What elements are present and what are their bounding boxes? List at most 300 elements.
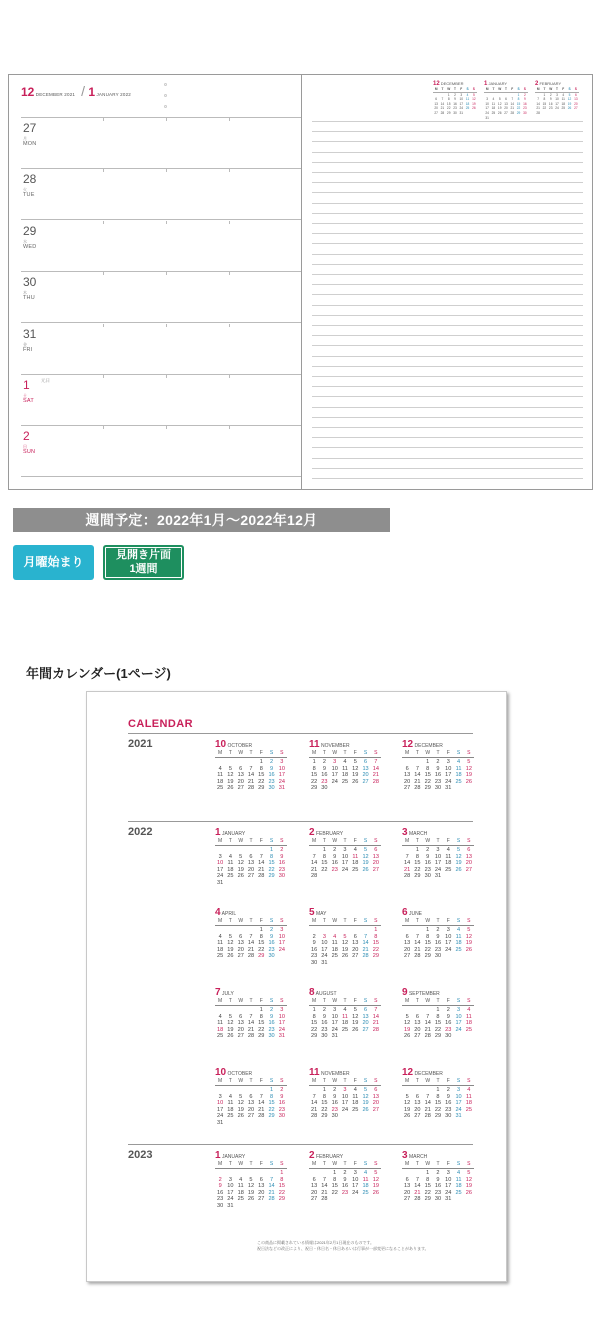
calendar-day: 31 bbox=[445, 1196, 452, 1203]
calendar-day: 15 bbox=[424, 772, 431, 779]
day-kanji: 水 bbox=[23, 238, 27, 244]
calendar-day: 30 bbox=[278, 873, 285, 880]
calendar-day: 18 bbox=[227, 866, 234, 873]
calendar-day: 21 bbox=[247, 1026, 255, 1033]
weekday-header: T bbox=[436, 1078, 440, 1084]
calendar-day: 24 bbox=[341, 866, 349, 873]
calendar-day: 1 bbox=[259, 927, 263, 933]
calendar-day: 28 bbox=[258, 873, 265, 880]
calendar-day: 16 bbox=[321, 1020, 328, 1027]
calendar-day: 19 bbox=[465, 772, 472, 779]
calendar-day: 20 bbox=[372, 860, 379, 867]
calendar-day: 25 bbox=[445, 866, 452, 873]
empty-cell bbox=[225, 927, 235, 934]
calendar-day: 19 bbox=[465, 1183, 472, 1190]
calendar-day: 3 bbox=[343, 847, 347, 853]
calendar-day: 18 bbox=[341, 772, 349, 779]
empty-cell bbox=[319, 1170, 329, 1177]
calendar-day: 2 bbox=[436, 1170, 440, 1176]
empty-cell bbox=[236, 1007, 246, 1014]
mini-day: 15 bbox=[446, 101, 451, 106]
calendar-day: 28 bbox=[372, 1026, 379, 1033]
mini-day: 22 bbox=[516, 106, 521, 111]
mini-day: 21 bbox=[536, 106, 540, 111]
mini-day: 21 bbox=[510, 106, 515, 111]
calendar-day: 27 bbox=[237, 953, 244, 960]
month-calendar bbox=[402, 908, 474, 960]
month-name: FEBRUARY bbox=[314, 1154, 344, 1160]
calendar-day: 31 bbox=[455, 1113, 462, 1120]
calendar-day: 10 bbox=[352, 1176, 359, 1183]
month-title bbox=[402, 828, 474, 838]
weekday-header: T bbox=[228, 1161, 232, 1167]
month-calendar bbox=[309, 1151, 381, 1203]
calendar-day: 5 bbox=[343, 933, 347, 940]
weekday-header: S bbox=[374, 1078, 378, 1084]
calendar-day: 7 bbox=[312, 1093, 316, 1100]
calendar-day: 7 bbox=[364, 933, 368, 940]
calendar-day: 5 bbox=[457, 847, 461, 853]
weekday-header: T bbox=[322, 1078, 326, 1084]
calendar-day: 10 bbox=[434, 853, 442, 860]
mini-day: 10 bbox=[555, 97, 559, 102]
calendar-day: 28 bbox=[404, 873, 411, 880]
month-days-grid bbox=[402, 1170, 474, 1203]
calendar-day: 1 bbox=[270, 847, 274, 853]
weekday-header: S bbox=[269, 1078, 274, 1084]
month-days-grid bbox=[402, 1007, 474, 1040]
calendar-day: 22 bbox=[311, 778, 318, 785]
month-number: 6 bbox=[402, 907, 408, 918]
calendar-day: 13 bbox=[237, 940, 244, 947]
month-days-grid bbox=[215, 847, 287, 887]
mini-day: 19 bbox=[472, 101, 476, 106]
calendar-day: 17 bbox=[445, 772, 452, 779]
calendar-day: 1 bbox=[280, 1170, 284, 1176]
weekday-header: T bbox=[415, 750, 419, 756]
calendar-day: 22 bbox=[278, 1189, 285, 1196]
month-name: AUGUST bbox=[314, 991, 337, 997]
calendar-day: 14 bbox=[414, 1183, 421, 1190]
calendar-day: 17 bbox=[352, 1183, 359, 1190]
calendar-day: 10 bbox=[331, 1013, 338, 1020]
month-name: OCTOBER bbox=[226, 1071, 253, 1077]
weekday-header: M bbox=[312, 1161, 317, 1167]
weekday-header: T bbox=[343, 998, 347, 1004]
calendar-day: 19 bbox=[362, 1100, 369, 1107]
calendar-day: 17 bbox=[321, 946, 328, 953]
time-tick bbox=[229, 118, 230, 121]
start-monday-badge: 月曜始まり bbox=[13, 545, 94, 580]
calendar-day: 31 bbox=[278, 785, 285, 792]
calendar-day: 18 bbox=[331, 946, 338, 953]
calendar-day: 6 bbox=[353, 933, 357, 940]
calendar-day: 24 bbox=[227, 1196, 234, 1203]
mini-day: 9 bbox=[549, 97, 552, 102]
calendar-day: 21 bbox=[258, 866, 265, 873]
calendar-day: 9 bbox=[270, 933, 274, 940]
weekday-header: F bbox=[446, 1078, 450, 1084]
calendar-day: 4 bbox=[333, 933, 337, 940]
calendar-day: 15 bbox=[414, 860, 421, 867]
calendar-day: 26 bbox=[247, 1196, 255, 1203]
day-number: 2 bbox=[23, 429, 30, 444]
calendar-day: 19 bbox=[237, 866, 244, 873]
weekday-header: S bbox=[467, 998, 471, 1004]
mini-weekday: S bbox=[568, 87, 571, 91]
calendar-day: 3 bbox=[280, 1007, 284, 1013]
weekday-header-row bbox=[402, 1078, 474, 1086]
mini-day: 20 bbox=[574, 101, 578, 106]
header-month-2-number: 1 bbox=[88, 85, 96, 99]
calendar-day: 4 bbox=[467, 1007, 471, 1013]
day-name: THU bbox=[23, 295, 35, 302]
month-days-grid bbox=[402, 927, 474, 960]
weekday-header: T bbox=[436, 750, 440, 756]
time-tick bbox=[103, 272, 104, 275]
calendar-day: 23 bbox=[321, 1026, 328, 1033]
calendar-day: 12 bbox=[227, 1020, 234, 1027]
calendar-day: 23 bbox=[321, 778, 328, 785]
month-calendar bbox=[402, 828, 474, 880]
month-name: MARCH bbox=[407, 831, 428, 837]
weekday-header-row bbox=[215, 918, 287, 926]
calendar-day: 11 bbox=[455, 933, 462, 940]
weekday-header: T bbox=[249, 918, 253, 924]
calendar-day: 28 bbox=[268, 1196, 275, 1203]
calendar-day: 13 bbox=[258, 1183, 265, 1190]
calendar-day: 6 bbox=[405, 933, 409, 940]
calendar-day: 6 bbox=[405, 1176, 409, 1183]
day-number: 1 bbox=[23, 378, 30, 392]
empty-cell bbox=[402, 1087, 412, 1094]
mini-day: 28 bbox=[510, 110, 515, 115]
calendar-day: 18 bbox=[455, 940, 462, 947]
mini-month-name: FEBRUARY bbox=[538, 81, 562, 86]
calendar-day: 22 bbox=[434, 1026, 442, 1033]
mini-weekday: W bbox=[447, 87, 451, 91]
month-calendar bbox=[309, 740, 381, 792]
empty-cell bbox=[319, 927, 329, 934]
calendar-day: 10 bbox=[321, 940, 328, 947]
weekday-header: T bbox=[249, 1161, 253, 1167]
month-days-grid bbox=[309, 847, 381, 880]
day-number: 27 bbox=[23, 121, 37, 135]
calendar-day: 20 bbox=[404, 946, 411, 953]
calendar-day: 26 bbox=[227, 1033, 234, 1040]
calendar-day: 28 bbox=[311, 873, 318, 880]
note-line bbox=[312, 396, 583, 397]
calendar-day: 29 bbox=[414, 873, 421, 880]
mini-weekday: F bbox=[511, 87, 514, 91]
note-line bbox=[312, 141, 583, 142]
day-kanji: 金 bbox=[23, 341, 27, 347]
day-number: 28 bbox=[23, 172, 37, 187]
weekday-header-row bbox=[215, 838, 287, 846]
calendar-day: 4 bbox=[457, 1170, 461, 1176]
month-calendar bbox=[309, 1068, 381, 1120]
calendar-day: 5 bbox=[228, 765, 232, 772]
calendar-day: 2 bbox=[436, 759, 440, 765]
calendar-day: 29 bbox=[424, 953, 431, 960]
calendar-day: 29 bbox=[258, 953, 265, 960]
annual-calendar-section-title: 年間カレンダー(1ページ) bbox=[26, 666, 171, 681]
calendar-day: 27 bbox=[352, 953, 359, 960]
mini-weekday: T bbox=[441, 87, 444, 91]
calendar-day: 15 bbox=[268, 860, 275, 867]
note-line bbox=[312, 254, 583, 255]
calendar-day: 6 bbox=[259, 1176, 263, 1183]
mini-weekday: F bbox=[460, 87, 463, 91]
weekday-header: M bbox=[405, 998, 410, 1004]
calendar-day: 8 bbox=[312, 765, 316, 772]
calendar-day: 14 bbox=[362, 940, 369, 947]
mini-day: 31 bbox=[485, 115, 489, 120]
calendar-day: 23 bbox=[217, 1196, 224, 1203]
time-tick bbox=[103, 375, 104, 378]
calendar-day: 9 bbox=[426, 853, 430, 860]
calendar-day: 6 bbox=[415, 1013, 419, 1020]
calendar-day: 6 bbox=[364, 1007, 368, 1013]
calendar-day: 10 bbox=[217, 1100, 224, 1107]
mini-day: 14 bbox=[536, 101, 540, 106]
weekday-header: M bbox=[218, 1078, 223, 1084]
empty-cell bbox=[246, 847, 256, 854]
empty-cell bbox=[225, 1170, 235, 1177]
calendar-day: 27 bbox=[465, 866, 472, 873]
year-label: 2021 bbox=[128, 738, 153, 750]
weekday-header: T bbox=[322, 998, 326, 1004]
weekday-header: S bbox=[269, 750, 274, 756]
calendar-day: 1 bbox=[322, 1087, 326, 1093]
calendar-day: 30 bbox=[434, 1196, 442, 1203]
calendar-day: 8 bbox=[270, 853, 274, 860]
calendar-day: 8 bbox=[322, 1093, 326, 1100]
calendar-day: 21 bbox=[311, 1106, 318, 1113]
day-row bbox=[21, 118, 301, 169]
year-divider bbox=[128, 1144, 473, 1145]
calendar-day: 19 bbox=[362, 860, 369, 867]
calendar-day: 14 bbox=[424, 1100, 431, 1107]
weekday-header: W bbox=[238, 1078, 244, 1084]
weekday-header: T bbox=[249, 750, 253, 756]
calendar-day: 17 bbox=[445, 940, 452, 947]
weekday-header-row bbox=[215, 750, 287, 758]
calendar-day: 1 bbox=[259, 759, 263, 765]
calendar-day: 30 bbox=[434, 785, 442, 792]
note-line bbox=[312, 468, 583, 469]
calendar-day: 23 bbox=[268, 1026, 275, 1033]
calendar-day: 8 bbox=[426, 765, 430, 772]
calendar-day: 4 bbox=[218, 765, 222, 772]
calendar-day: 7 bbox=[405, 853, 409, 860]
mini-calendar bbox=[433, 81, 477, 116]
calendar-day: 4 bbox=[228, 853, 232, 860]
calendar-day: 3 bbox=[446, 759, 450, 765]
weekday-header: T bbox=[228, 750, 232, 756]
calendar-day: 29 bbox=[311, 1033, 318, 1040]
mini-days-grid bbox=[484, 93, 528, 121]
mini-day: 4 bbox=[466, 92, 469, 97]
calendar-day: 10 bbox=[217, 860, 224, 867]
calendar-day: 5 bbox=[405, 1013, 409, 1020]
weekday-header: S bbox=[456, 1161, 461, 1167]
calendar-day: 2 bbox=[218, 1176, 222, 1183]
mini-month-number: 1 bbox=[484, 81, 488, 87]
layout-badge-line-2: 1週間 bbox=[129, 563, 158, 575]
calendar-day: 25 bbox=[217, 953, 224, 960]
calendar-day: 15 bbox=[321, 860, 328, 867]
calendar-day: 21 bbox=[414, 778, 421, 785]
mini-day: 9 bbox=[454, 97, 456, 102]
mini-day: 22 bbox=[446, 106, 451, 111]
calendar-day: 2 bbox=[446, 1007, 450, 1013]
calendar-day: 2 bbox=[426, 847, 430, 853]
weekday-header: F bbox=[446, 918, 450, 924]
empty-cell bbox=[246, 1087, 256, 1094]
calendar-day: 28 bbox=[247, 1033, 255, 1040]
weekday-header: W bbox=[425, 750, 431, 756]
calendar-day: 19 bbox=[465, 940, 472, 947]
mini-day: 19 bbox=[567, 101, 572, 106]
calendar-day: 16 bbox=[331, 860, 338, 867]
calendar-day: 17 bbox=[278, 1020, 285, 1027]
month-number: 3 bbox=[402, 1150, 408, 1161]
calendar-day: 11 bbox=[455, 765, 462, 772]
time-tick bbox=[229, 426, 230, 429]
month-title bbox=[215, 740, 287, 750]
calendar-day: 20 bbox=[237, 946, 244, 953]
calendar-day: 19 bbox=[227, 1026, 234, 1033]
calendar-day: 16 bbox=[268, 1020, 275, 1027]
calendar-day: 3 bbox=[322, 933, 326, 940]
calendar-day: 7 bbox=[249, 1013, 253, 1020]
calendar-day: 29 bbox=[268, 1113, 275, 1120]
calendar-day: 1 bbox=[415, 847, 419, 853]
month-title bbox=[402, 988, 474, 998]
note-line bbox=[312, 417, 583, 418]
calendar-day: 18 bbox=[465, 1100, 472, 1107]
note-line bbox=[312, 294, 583, 295]
mini-day: 23 bbox=[453, 106, 457, 111]
time-tick bbox=[103, 324, 104, 327]
calendar-day: 24 bbox=[331, 778, 338, 785]
calendar-day: 22 bbox=[434, 1106, 442, 1113]
day-kanji: 土 bbox=[23, 393, 27, 398]
mini-day: 27 bbox=[504, 110, 508, 115]
calendar-day: 25 bbox=[331, 953, 338, 960]
calendar-day: 2 bbox=[436, 927, 440, 933]
calendar-day: 10 bbox=[278, 1013, 285, 1020]
weekday-header: S bbox=[374, 838, 378, 844]
calendar-day: 4 bbox=[353, 847, 357, 853]
calendar-day: 24 bbox=[217, 873, 224, 880]
calendar-day: 15 bbox=[434, 1100, 442, 1107]
day-name: SUN bbox=[23, 449, 36, 456]
empty-cell bbox=[402, 1170, 412, 1177]
month-name: NOVEMBER bbox=[319, 743, 350, 749]
calendar-day: 4 bbox=[467, 1087, 471, 1093]
empty-cell bbox=[402, 927, 412, 934]
mini-day: 16 bbox=[523, 101, 527, 106]
calendar-day: 5 bbox=[228, 1013, 232, 1020]
weekday-header: T bbox=[343, 1078, 347, 1084]
calendar-day: 28 bbox=[414, 953, 421, 960]
calendar-day: 13 bbox=[247, 1100, 255, 1107]
note-line bbox=[312, 182, 583, 183]
calendar-day: 18 bbox=[217, 1026, 224, 1033]
empty-cell bbox=[236, 1170, 246, 1177]
weekly-planner-spread bbox=[8, 74, 593, 490]
calendar-day: 18 bbox=[237, 1189, 244, 1196]
weekday-header: W bbox=[238, 918, 244, 924]
weekday-header: S bbox=[363, 750, 368, 756]
month-calendar bbox=[402, 1068, 474, 1120]
calendar-day: 11 bbox=[445, 853, 452, 860]
calendar-day: 25 bbox=[352, 1106, 359, 1113]
calendar-day: 15 bbox=[372, 940, 379, 947]
mini-day: 10 bbox=[459, 97, 464, 102]
calendar-day: 25 bbox=[455, 778, 462, 785]
month-name: MARCH bbox=[407, 1154, 428, 1160]
calendar-day: 12 bbox=[455, 853, 462, 860]
calendar-day: 1 bbox=[312, 1007, 316, 1013]
calendar-day: 30 bbox=[321, 785, 328, 792]
calendar-day: 27 bbox=[404, 953, 411, 960]
month-number: 3 bbox=[402, 827, 408, 838]
calendar-day: 16 bbox=[341, 1183, 349, 1190]
calendar-day: 1 bbox=[322, 847, 326, 853]
calendar-day: 29 bbox=[311, 785, 318, 792]
calendar-day: 3 bbox=[353, 1170, 357, 1176]
mini-day: 11 bbox=[491, 101, 496, 106]
month-calendar bbox=[309, 908, 381, 967]
calendar-day: 24 bbox=[278, 1026, 285, 1033]
calendar-day: 12 bbox=[362, 1093, 369, 1100]
time-tick bbox=[166, 426, 167, 429]
calendar-day: 23 bbox=[278, 866, 285, 873]
note-line bbox=[312, 345, 583, 346]
calendar-day: 8 bbox=[322, 853, 326, 860]
mini-day: 31 bbox=[459, 110, 464, 115]
calendar-day: 26 bbox=[237, 873, 244, 880]
calendar-day: 18 bbox=[362, 1183, 369, 1190]
empty-cell bbox=[256, 1170, 266, 1177]
mini-day: 30 bbox=[523, 110, 527, 115]
month-title bbox=[402, 1068, 474, 1078]
year-label: 2023 bbox=[128, 1149, 153, 1161]
empty-cell bbox=[225, 1007, 235, 1014]
calendar-day: 25 bbox=[341, 1026, 349, 1033]
calendar-day: 20 bbox=[247, 1106, 255, 1113]
calendar-day: 21 bbox=[414, 1189, 421, 1196]
mini-day: 18 bbox=[491, 106, 496, 111]
calendar-day: 26 bbox=[362, 866, 369, 873]
mini-day: 5 bbox=[568, 92, 571, 97]
calendar-day: 6 bbox=[239, 933, 243, 940]
calendar-day: 10 bbox=[341, 1093, 349, 1100]
calendar-day: 2 bbox=[280, 1087, 284, 1093]
calendar-day: 3 bbox=[457, 1007, 461, 1013]
calendar-day: 4 bbox=[343, 759, 347, 765]
empty-cell bbox=[246, 927, 256, 934]
weekday-header: W bbox=[238, 1161, 244, 1167]
calendar-day: 14 bbox=[321, 1183, 328, 1190]
month-days-grid bbox=[309, 1087, 381, 1120]
calendar-day: 13 bbox=[237, 1020, 244, 1027]
mini-day: 21 bbox=[440, 106, 445, 111]
calendar-day: 23 bbox=[434, 946, 442, 953]
